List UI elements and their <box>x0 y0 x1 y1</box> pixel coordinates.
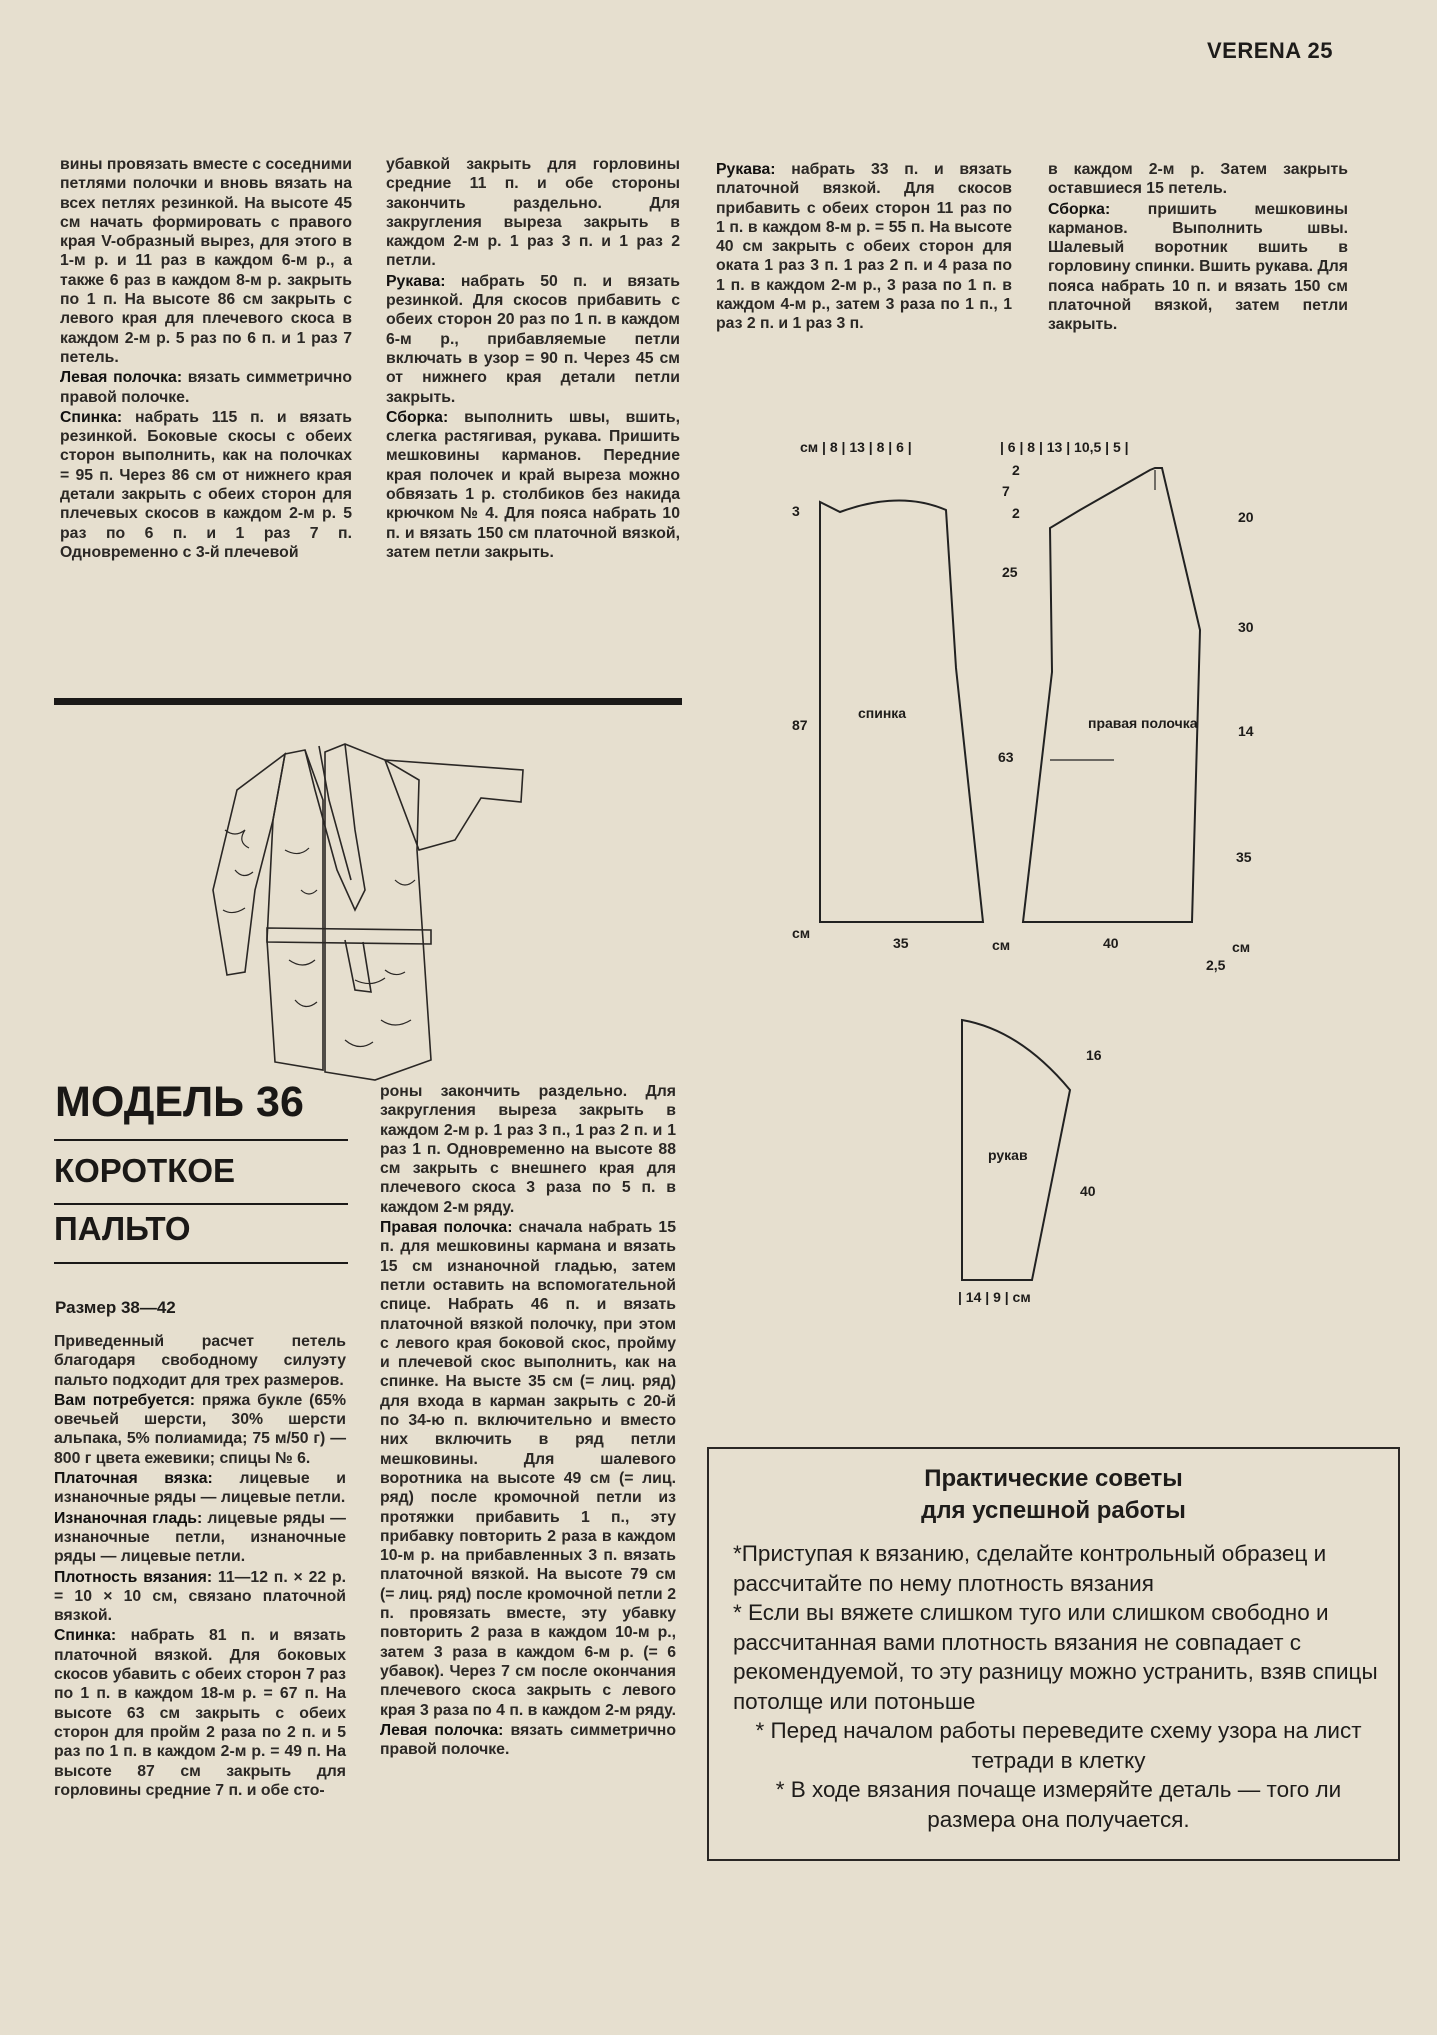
column-4-top <box>1048 160 1348 336</box>
tips-title-line-1: Практические советы <box>924 1465 1183 1492</box>
bottom-dim-back: 35 <box>893 935 909 951</box>
paragraph: Сборка: выполнить швы, вшить, слегка растягивая, рукава. Пришить мешковины карманов. Передние края полочек и край выреза можно обвязать 1 р. столбиков без накида крючком № 4. Для пояса набрать 10 п. и вязать 150 см платочной вязкой, затем петли закрыть. <box>386 408 680 561</box>
paragraph: Рукава: набрать 50 п. и вязать резинкой. Для скосов прибавить с обеих сторон 20 раз по 1 п. в каждом 6-м р., прибавляемые петли включать в узор = 90 п. Через 45 см от нижнего края детали петли закрыть. <box>386 272 680 406</box>
size-range: Размер 38—42 <box>55 1298 176 1317</box>
title-rule <box>54 1139 348 1141</box>
bottom-cm: см <box>992 937 1011 953</box>
paragraph: Левая полочка: вязать симметрично правой полочке. <box>380 1721 676 1759</box>
pattern-schematic <box>780 430 1260 1310</box>
paragraph: Вам потребуется: пряжа букле (65% овечьей шерсти, 30% шерсти альпака, 5% полиамида; 75 м/50 г) — 800 г цвета ежевики; спицы № 6. <box>54 1391 346 1467</box>
dim-label: 30 <box>1238 619 1254 635</box>
bottom-dim-front: 40 <box>1103 935 1119 951</box>
dim-label: 25 <box>1002 564 1018 580</box>
tips-box <box>707 1447 1400 1861</box>
dim-label: 2 <box>1012 462 1020 478</box>
dim-label: см <box>792 925 811 941</box>
dim-label: 20 <box>1238 509 1254 525</box>
section-divider <box>54 698 682 705</box>
sleeve-dim: 16 <box>1086 1047 1102 1063</box>
tip-item: * Если вы вяжете слишком туго или слишком свободно и рассчитанная вами плотность вязания не совпадает с рекомендуемой, то эту разницу можно устранить, взяв спицы потолще или потоньше <box>733 1600 1378 1714</box>
paragraph: Платочная вязка: лицевые и изнаночные ряды — лицевые петли. <box>54 1470 347 1507</box>
sleeve-dim: 40 <box>1080 1183 1096 1199</box>
paragraph: Правая полочка: сначала набрать 15 п. для мешковины кармана и вязать 15 см изнаночной гладью, затем петли оставить на вспомогательной спице. Набрать 46 п. и вязать платочной вязкой полочку, при этом с левого края боковой скос, пройму и плечевой скос выполнить, как на спинке. На высте 35 см (= лиц. ряд) для входа в карман закрыть с 20-й по 34-ю п. включительно и вместо них включить в ряд петли мешковины. Для шалевого воротника на высоте 49 см (= лиц. ряд) после кромочной петли из протяжки прибавить 1 п., эту прибавку повторить 2 раза в каждом 10-м р. на прибавленных 3 п. вязать платочной вязкой. На высоте 79 см (= лиц. ряд) после кромочной петли 2 п. провязать вместе, эту убавку повторить 2 раза в каждом 10-м р., затем 3 раза в каждом 6-м р. (= 6 убавок). Через 7 см после окончания плечевого скоса закрыть с левого края 3 раза по 4 п. в каждом 2-м ряду. <box>380 1219 677 1719</box>
dim-label: 35 <box>1236 849 1252 865</box>
model-subtitle-2: ПАЛЬТО <box>54 1210 191 1247</box>
paragraph: Левая полочка: вязать симметрично правой полочке. <box>60 369 352 406</box>
magazine-page-header: VERENA 25 <box>1207 38 1333 63</box>
paragraph: роны закончить раздельно. Для закругления выреза закрыть в каждом 2-м р. 1 раз 3 п., 1 раз 2 п. и 1 раз 1 п. Одновременно на высоте 88 см закрыть с внешнего края для плечевого скоса 3 раза по 5 п. в каждом 2-м ряду. <box>380 1083 676 1216</box>
coat-illustration <box>205 740 535 1100</box>
paragraph: Приведенный расчет петель благодаря свободному силуэту пальто подходит для трех размеров. <box>54 1333 346 1389</box>
model-subtitle-1: КОРОТКОЕ <box>54 1152 236 1189</box>
tips-list <box>733 1539 1384 1834</box>
dim-label: 2 <box>1012 505 1020 521</box>
tips-title-line-2: для успешной работы <box>921 1497 1186 1524</box>
paragraph: Плотность вязания: 11—12 п. × 22 р. = 10 × 10 см, связано платочной вязкой. <box>54 1568 346 1625</box>
column-1-bottom <box>54 1332 346 1801</box>
paragraph: вины провязать вместе с соседними петлями полочки и вновь вязать на всех петлях резинкой. На высоте 45 см начать формировать с правого края V-образный вырез, для этого в 1-м р. и 11 раз в каждом 6-м р., а также 6 раз в каждом 8-м р. закрыть по 1 п. На высоте 86 см закрыть с левого края для плечевого скоса в каждом 2-м р. 5 раз по 6 п. и 1 раз 7 петель. <box>60 156 352 366</box>
paragraph: убавкой закрыть для горловины средние 11 п. и обе стороны закончить раздельно. Для закругления выреза закрыть в каждом 2-м р. 1 раз 3 п. и 1 раз 2 петли. <box>386 156 680 270</box>
sleeve-bottom-scale: | 14 | 9 | см <box>958 1289 1031 1305</box>
dim-label: 87 <box>792 717 808 733</box>
title-rule <box>54 1203 348 1205</box>
dim-label: 14 <box>1238 723 1254 739</box>
dim-label: 63 <box>998 749 1014 765</box>
dim-label: см <box>1232 939 1251 955</box>
back-piece-label: спинка <box>858 705 907 721</box>
model-title: МОДЕЛЬ 36 <box>55 1078 304 1126</box>
column-1-top <box>60 155 352 563</box>
title-rule <box>54 1262 348 1264</box>
paragraph: Спинка: набрать 115 п. и вязать резинкой. Боковые скосы с обеих сторон выполнить, как на полочках = 95 п. Через 86 см от нижнего края детали закрыть с обеих сторон для плечевых скосов в каждом 2-м р. 5 раз по 6 п. и 1 раз 7 п. Одновременно с 3-й плечевой <box>60 408 352 561</box>
dim-label: 7 <box>1002 483 1010 499</box>
paragraph: Спинка: набрать 81 п. и вязать платочной вязкой. Для боковых скосов убавить с обеих сторон 7 раз по 1 п. в каждом 18-м р. = 67 п. На высоте 63 см закрыть с обеих сторон для пройм 2 раза по 2 п. и 5 раз по 1 п. в каждом 2-м р. = 49 п. На высоте 87 см закрыть для горловины средние 7 п. и обе сто- <box>54 1627 346 1799</box>
tip-item: * В ходе вязания почаще измеряйте деталь — того ли размера она получается. <box>775 1777 1342 1832</box>
column-2-top <box>386 155 680 563</box>
front-piece-outline <box>1023 468 1200 922</box>
column-2-bottom <box>380 1082 676 1760</box>
paragraph: Изнаночная гладь: лицевые ряды — изнаночные петли, изнаночные ряды — лицевые петли. <box>54 1509 346 1566</box>
paragraph: Рукава: набрать 33 п. и вязать платочной вязкой. Для скосов прибавить с обеих сторон 11 раз по 1 п. в каждом 8-м р. = 55 п. На высоте 40 см закрыть с обеих сторон для оката 1 раз 3 п. 1 раз 2 п. и 4 раза по 1 п. в каждом 2-м р., 3 раза по 1 п. в каждом 4-м р., затем 3 раза по 1 п., 1 раз 2 п. и 1 раз 3 п. <box>716 161 1012 333</box>
dim-label: 3 <box>792 503 800 519</box>
column-3-top <box>716 160 1012 335</box>
front-piece-label: правая полочка <box>1088 715 1198 731</box>
top-scale-left: см | 8 | 13 | 8 | 6 | <box>800 439 912 455</box>
tip-item: *Приступая к вязанию, сделайте контрольный образец и рассчитайте по нему плотность вязания <box>733 1541 1327 1596</box>
dim-label: 2,5 <box>1206 957 1226 973</box>
paragraph: Сборка: пришить мешковины карманов. Выполнить швы. Шалевый воротник вшить в горловину спинки. Вшить рукава. Для пояса набрать 10 п. и вязать 150 см платочной вязкой, затем петли закрыть. <box>1048 200 1348 334</box>
paragraph: в каждом 2-м р. Затем закрыть оставшиеся 15 петель. <box>1048 161 1348 198</box>
tip-item: * Перед началом работы переведите схему узора на лист тетради в клетку <box>755 1718 1362 1773</box>
top-scale-right: | 6 | 8 | 13 | 10,5 | 5 | <box>1000 439 1129 455</box>
sleeve-piece-label: рукав <box>988 1147 1028 1163</box>
